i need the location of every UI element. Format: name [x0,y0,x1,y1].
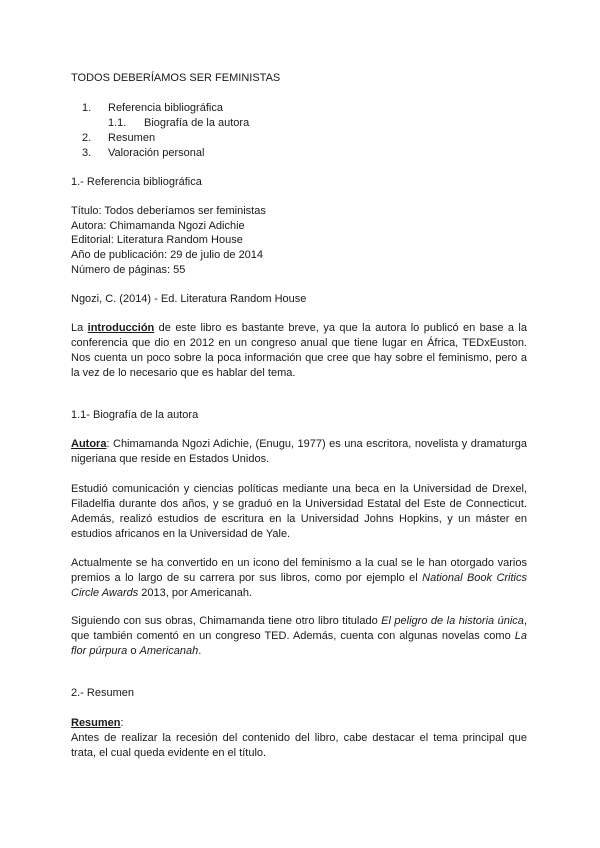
ref-line: Año de publicación: 29 de julio de 2014 [71,249,264,261]
ref-line: Autora: Chimamanda Ngozi Adichie [71,220,245,232]
bio-paragraph: Siguiendo con sus obras, Chimamanda tiene otro libro titulado El peligro de la historia única, que también comentó en un congreso TED. Además, cuenta con algunas novelas como La flor púrpura o Americanah. [71,615,527,657]
book-title: El peligro de la historia única [381,615,524,627]
toc-item: Biografía de la autora [144,117,250,129]
bio-paragraph: Autora: Chimamanda Ngozi Adichie, (Enugu, 1977) es una escritora, novelista y dramaturga nigeriana que reside en Estados Unidos. [71,438,527,465]
toc-num: 3. [82,147,92,159]
section-heading: 1.1- Biografía de la autora [71,409,199,421]
intro-paragraph: La introducción de este libro es bastante breve, ya que la autora lo publicó en base a la conferencia que dio en 2012 en un congreso anual que tiene lugar en África, TEDxEuston. Nos cuenta un poco sobre la poca información que cree que hay sobre el feminismo, pero a la vez de lo necesario que es hablar del tema. [71,322,527,379]
summary-paragraph: Antes de realizar la recesión del contenido del libro, cabe destacar el tema principal que trata, el cual queda evidente en el título. [71,732,527,759]
document-title: TODOS DEBERÍAMOS SER FEMINISTAS [71,72,281,84]
summary-label: Resumen: [71,717,124,729]
toc-item: Valoración personal [108,147,205,159]
citation: Ngozi, C. (2014) - Ed. Literatura Random House [71,293,307,305]
section-heading: 1.- Referencia bibliográfica [71,176,202,188]
intro-keyword: introducción [87,322,155,334]
book-title: Americanah [139,645,199,657]
award-name: National Book Critics Circle Awards [71,572,528,599]
book-title: La flor púrpura [71,630,527,657]
toc-item: Resumen [108,132,156,144]
toc-num: 1.1. [108,117,127,129]
bio-paragraph: Estudió comunicación y ciencias políticas mediante una beca en la Universidad de Drexel, Filadelfia durante dos años, y se graduó en la Universidad Estatal del Este de Connecticut. Además, realizó estudios de escritura en la Universidad Johns Hopkins, y un máster en estudios africanos en la Universidad de Yale. [71,483,527,540]
bio-paragraph: Actualmente se ha convertido en un icono del feminismo a la cual se le han otorgado varios premios a lo largo de su carrera por sus libros, como por ejemplo el National Book Critics Circle Awards 2013, por Americanah. [71,557,528,599]
section-heading: 2.- Resumen [71,687,134,699]
toc-item: Referencia bibliográfica [108,102,223,114]
toc-num: 1. [82,102,92,114]
ref-line: Editorial: Literatura Random House [71,234,243,246]
ref-line: Título: Todos deberíamos ser feministas [71,205,266,217]
author-label: Autora [71,438,107,450]
ref-line: Número de páginas: 55 [71,264,186,276]
toc-num: 2. [82,132,92,144]
